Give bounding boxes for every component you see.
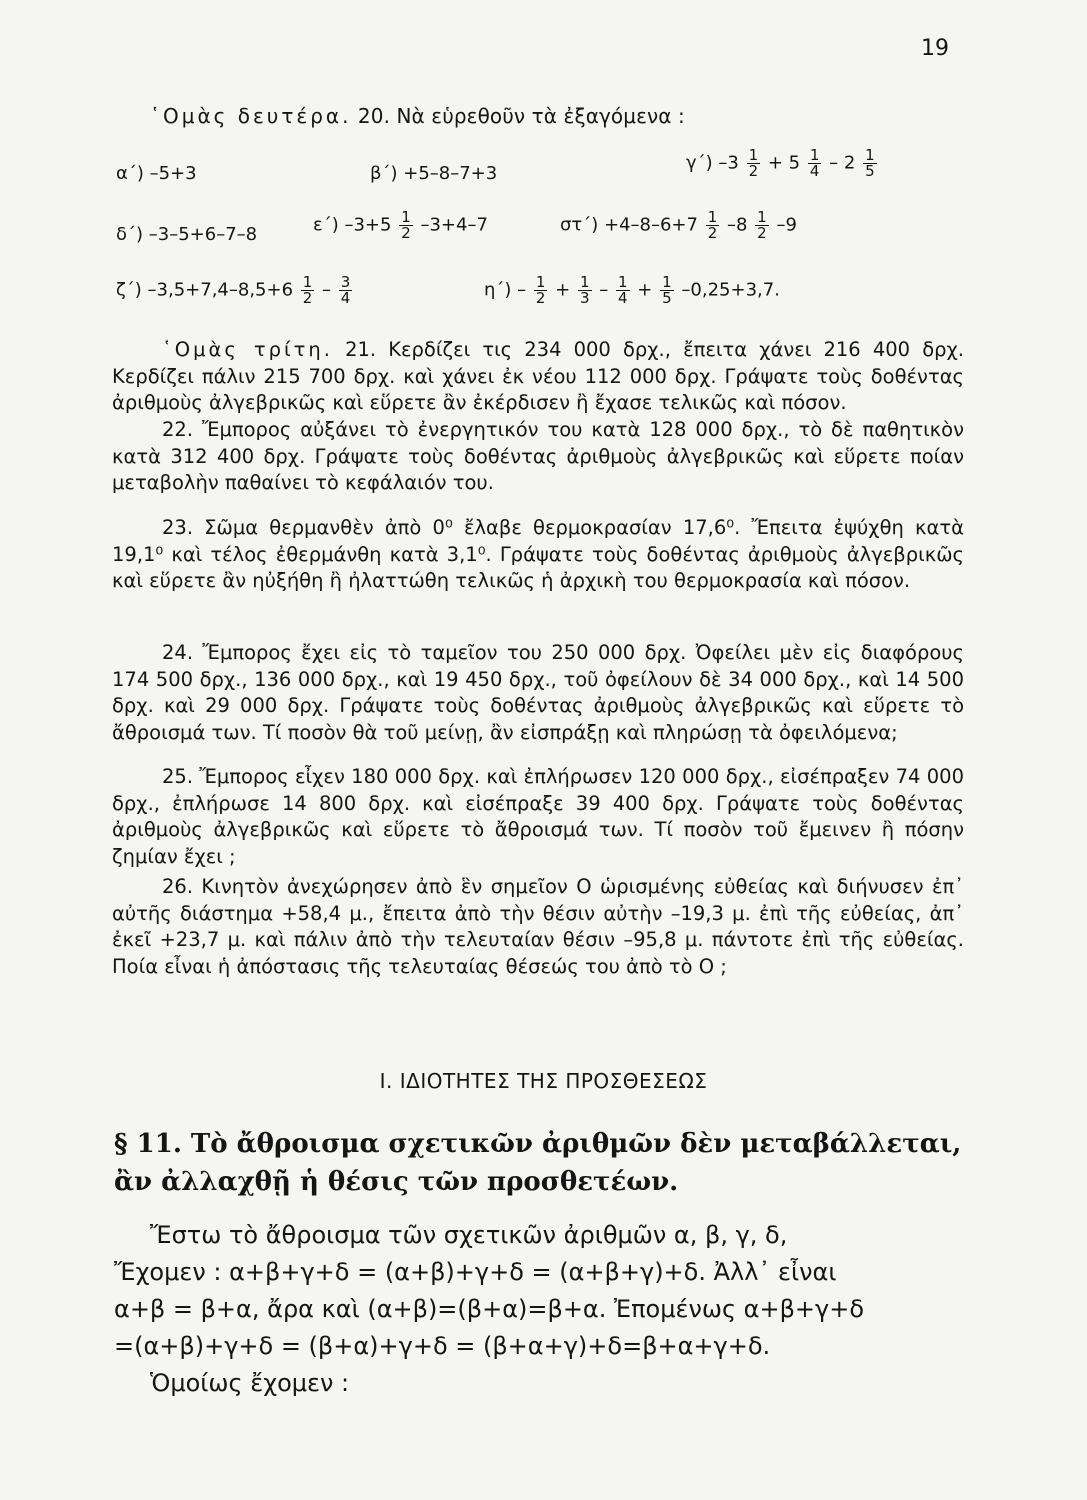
exercise-26: 26. Κινητὸν ἀνεχώρησεν ἀπὸ ἓν σημεῖον Ο ὡρισμένης εὐθείας καὶ διήνυσεν ἐπ᾽ αὐτῆς διάστημα +58,4 μ., ἔπειτα ἀπὸ τὴν θέσιν αὐτὴν –19,3 μ. ἐπὶ τῆς εὐθείας, ἀπ᾽ ἐκεῖ +23,7 μ. καὶ πάλιν ἀπὸ τὴν τελευταίαν θέσιν –95,8 μ. πάντοτε ἐπὶ τῆς εὐθείας. Ποία εἶναι ἡ ἀπόστασις τῆς τελευταίας θέσεώς του ἀπὸ τὸ Ο ;	[112, 875, 964, 978]
exercise-23: 23. Σῶμα θερμανθὲν ἀπὸ 0⁰ ἔλαβε θερμοκρασίαν 17,6⁰. Ἔπειτα ἐψύχθη κατὰ 19,1⁰ καὶ τέλος ἐθερμάνθη κατὰ 3,1⁰. Γράψατε τοὺς δοθέντας ἀριθμοὺς ἀλγεβρικῶς καὶ εὕρετε ἂν ηὐξήθη ἢ ἠλαττώθη τελικῶς ἡ ἀρχικὴ του θερμοκρασία καὶ πόσον.	[112, 516, 964, 592]
exercise-z-start: ζ΄) –3,5+7,4–8,5+6	[116, 279, 294, 301]
fraction-numerator: 1	[618, 273, 628, 291]
fraction-denominator: 4	[618, 289, 628, 307]
body-line: =(α+β)+γ+δ = (β+α)+γ+δ = (β+α+γ)+δ=β+α+γ+δ.	[114, 1332, 771, 1360]
exercise-21-text: 21. Κερδίζει τις 234 000 δρχ., ἔπειτα χάνει 216 400 δρχ. Κερδίζει πάλιν 215 700 δρχ. καὶ χάνει ἐκ νέου 112 000 δρχ. Γράψατε τοὺς δοθέντας ἀριθμοὺς ἀλγεβρικῶς καὶ εὕρετε ἂν ἐκέρδισεν ἢ ἔχασε τελικῶς καὶ πόσον.	[112, 338, 964, 414]
exercise-25: 25. Ἔμπορος εἶχεν 180 000 δρχ. καὶ ἐπλήρωσεν 120 000 δρχ., εἰσέπραξεν 74 000 δρχ., ἐπλήρωσε 14 800 δρχ. καὶ εἰσέπραξε 39 400 δρχ. Γράψατε τοὺς δοθέντας ἀριθμοὺς ἀλγεβρικῶς καὶ εὕρετε τὸ ἄθροισμά των. Τί ποσὸν τοῦ ἔμεινεν ἢ πόσην ζημίαν ἔχει ;	[112, 765, 964, 868]
fraction	[399, 210, 413, 241]
exercise-h-start: η΄) –	[484, 279, 527, 301]
fraction-denominator: 2	[302, 289, 313, 307]
section-title: I. ΙΔΙΟΤΗΤΕΣ ΤΗΣ ΠΡΟΣΘΕΣΕΩΣ	[379, 1069, 708, 1093]
exercise-e-start: ε΄) –3+5	[313, 214, 392, 236]
exercise-h	[484, 275, 780, 306]
fraction	[755, 210, 769, 241]
fraction-numerator: 1	[662, 273, 672, 291]
fraction	[863, 148, 877, 179]
exercise-st-part: –8	[726, 214, 748, 236]
fraction	[660, 275, 674, 306]
fraction	[616, 275, 630, 306]
fraction	[578, 275, 592, 306]
fraction	[301, 275, 315, 306]
fraction	[808, 148, 822, 179]
fraction-numerator: 1	[707, 208, 718, 226]
exercise-z-part: –	[322, 279, 332, 301]
fraction-numerator: 1	[302, 273, 313, 291]
exercise-c	[686, 148, 879, 179]
exercise-b: β΄) +5–8–7+3	[370, 163, 498, 184]
fraction-denominator: 4	[340, 289, 351, 307]
exercise-21	[112, 337, 964, 417]
fraction-denominator: 5	[662, 289, 672, 307]
fraction	[339, 275, 353, 306]
fraction	[534, 275, 548, 306]
fraction-numerator: 1	[401, 208, 411, 226]
theorem-line-1: § 11. Τὸ ἄθροισμα σχετικῶν ἀριθμῶν δὲν μεταβάλλεται,	[114, 1129, 962, 1159]
body-line: Ὁμοίως ἔχομεν :	[150, 1369, 350, 1397]
exercise-st-start: στ΄) +4–8–6+7	[560, 214, 698, 236]
exercise-h-part: +	[555, 279, 571, 301]
fraction-numerator: 1	[748, 146, 759, 164]
fraction-numerator: 1	[535, 273, 546, 291]
exercise-20-header	[150, 104, 685, 128]
exercise-20-text: 20. Νὰ εὑρεθοῦν τὰ ἐξαγόμενα :	[357, 104, 685, 128]
theorem-line-2: ἂν ἀλλαχθῇ ἡ θέσις τῶν προσθετέων.	[114, 1167, 679, 1197]
fraction-denominator: 4	[809, 162, 820, 180]
group-label: ῾Ομὰς τρίτη.	[162, 338, 333, 361]
exercise-e-tail: –3+4–7	[420, 214, 488, 236]
fraction-denominator: 2	[757, 224, 767, 242]
fraction-denominator: 5	[865, 162, 875, 180]
exercise-st-tail: –9	[776, 214, 797, 236]
exercise-d: δ΄) –3–5+6–7–8	[116, 224, 258, 245]
exercise-24: 24. Ἔμπορος ἔχει εἰς τὸ ταμεῖον του 250 000 δρχ. Ὀφείλει μὲν εἰς διαφόρους 174 500 δρχ., 136 000 δρχ., καὶ 19 450 δρχ., τοῦ ὀφείλουν δὲ 34 000 δρχ., καὶ 14 500 δρχ. καὶ 29 000 δρχ. Γράψατε τοὺς δοθέντας ἀριθμοὺς ἀλγεβρικῶς καὶ εὕρετε τὸ ἄθροισμά των. Τί ποσὸν θὰ τοῦ μείνῃ, ἂν εἰσπράξῃ καὶ πληρώσῃ τὰ ὀφειλόμενα;	[112, 641, 964, 744]
fraction-denominator: 2	[707, 224, 718, 242]
exercise-z	[116, 275, 354, 306]
body-line: α+β = β+α, ἄρα καὶ (α+β)=(β+α)=β+α. Ἐπομένως α+β+γ+δ	[114, 1295, 865, 1323]
exercise-c-part: + 5	[767, 152, 801, 174]
fraction-denominator: 2	[748, 162, 759, 180]
exercise-h-tail: –0,25+3,7.	[681, 279, 780, 301]
exercise-22: 22. Ἔμπορος αὐξάνει τὸ ἐνεργητικόν του κατὰ 128 000 δρχ., τὸ δὲ παθητικὸν κατὰ 312 400 δρχ. Γράψατε τοὺς δοθέντας ἀριθμοὺς ἀλγεβρικῶς καὶ εὕρετε ποίαν μεταβολὴν παθαίνει τὸ κεφάλαιόν του.	[112, 418, 964, 494]
fraction-numerator: 1	[580, 273, 590, 291]
fraction	[706, 210, 720, 241]
fraction-numerator: 1	[865, 146, 875, 164]
exercise-c-part: – 2	[829, 152, 856, 174]
fraction-denominator: 2	[401, 224, 411, 242]
exercise-h-part: –	[599, 279, 609, 301]
exercise-a: α΄) –5+3	[116, 163, 197, 184]
fraction	[747, 148, 761, 179]
fraction-denominator: 3	[580, 289, 590, 307]
exercise-e	[313, 210, 488, 241]
fraction-numerator: 1	[809, 146, 820, 164]
fraction-numerator: 3	[340, 273, 351, 291]
exercise-st	[560, 210, 797, 241]
group-label: ῾Ομὰς δευτέρα.	[150, 104, 352, 128]
fraction-denominator: 2	[535, 289, 546, 307]
body-line: Ἔχομεν : α+β+γ+δ = (α+β)+γ+δ = (α+β+γ)+δ. Ἀλλ᾽ εἶναι	[114, 1258, 837, 1286]
exercise-h-part: +	[637, 279, 653, 301]
page-number: 19	[921, 36, 949, 61]
body-line: Ἔστω τὸ ἄθροισμα τῶν σχετικῶν ἀριθμῶν α, β, γ, δ,	[150, 1221, 788, 1249]
fraction-numerator: 1	[757, 208, 767, 226]
exercise-c-start: γ΄) –3	[686, 152, 739, 174]
